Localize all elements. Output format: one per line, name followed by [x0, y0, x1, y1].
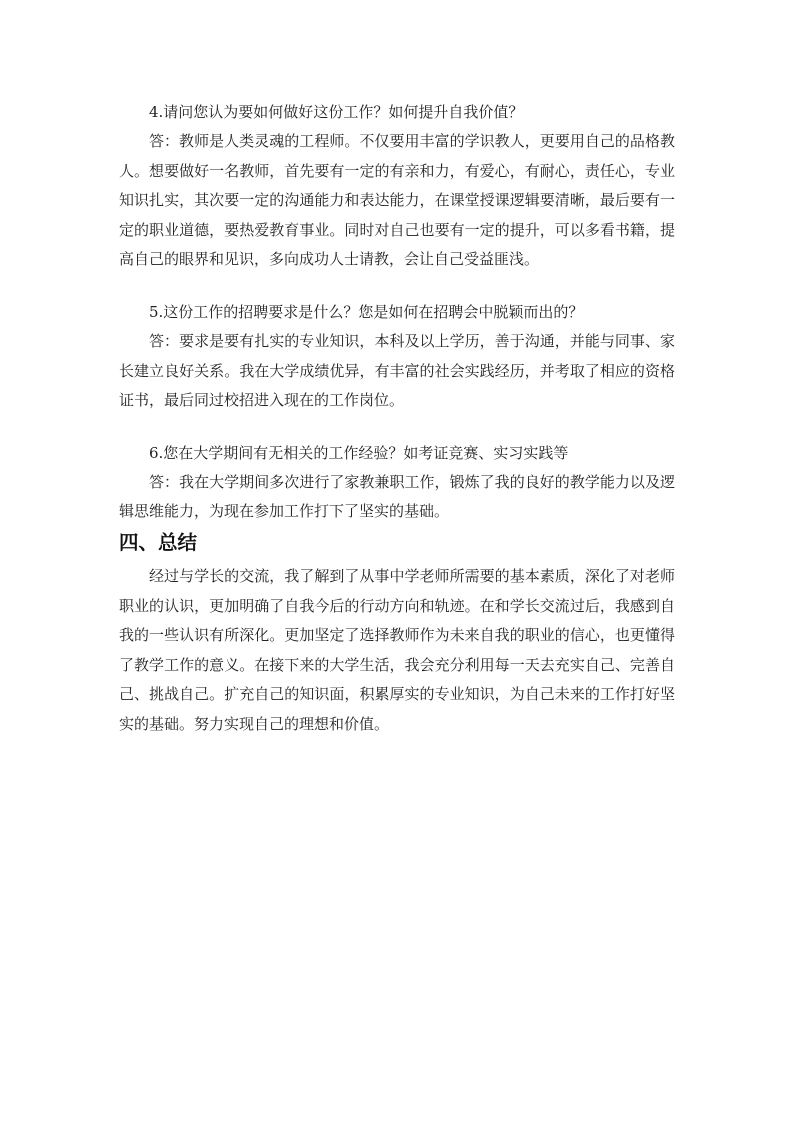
qa-item-4: [119, 98, 675, 275]
question-text: 6.您在大学期间有无相关的工作经验？如考证竞赛、实习实践等: [149, 443, 569, 462]
document-body: [119, 98, 675, 740]
question-text: 5.这份工作的招聘要求是什么？您是如何在招聘会中脱颖而出的？: [149, 302, 584, 321]
answer-text: 答：教师是人类灵魂的工程师。不仅要用丰富的学识教人，更要用自己的品格教人。想要做好一名教师，首先要有一定的有亲和力，有爱心，有耐心，责任心，专业知识扎实，其次要一定的沟通能力和表达能力，在课堂授课逻辑要清晰，最后要有一定的职业道德，要热爱教育事业。同时对自己也要有一定的提升，可以多看书籍，提高自己的眼界和见识，多向成功人士请教，会让自己受益匪浅。: [119, 132, 675, 269]
qa-item-6: [119, 439, 675, 527]
answer-text: 答：我在大学期间多次进行了家教兼职工作，锻炼了我的良好的教学能力以及逻辑思维能力，为现在参加工作打下了坚实的基础。: [119, 472, 675, 521]
qa-item-5: [119, 298, 675, 416]
paragraph-spacer: [119, 275, 675, 298]
paragraph-spacer: [119, 416, 675, 439]
summary-heading: 四、总结: [119, 530, 198, 554]
summary-paragraph: 经过与学长的交流，我了解到了从事中学老师所需要的基本素质，深化了对老师职业的认识，更加明确了自我今后的行动方向和轨迹。在和学长交流过后，我感到自我的一些认识有所深化。更加坚定了选择教师作为未来自我的职业的信心，也更懂得了教学工作的意义。在接下来的大学生活，我会充分利用每一天去充实自己、完善自己、挑战自己。扩充自己的知识面，积累厚实的专业知识，为自己未来的工作打好坚实的基础。努力实现自己的理想和价值。: [119, 566, 675, 733]
answer-text: 答：要求是要有扎实的专业知识，本科及以上学历，善于沟通，并能与同事、家长建立良好关系。我在大学成绩优异，有丰富的社会实践经历，并考取了相应的资格证书，最后同过校招进入现在的工作岗位。: [119, 331, 675, 410]
question-text: 4.请问您认为要如何做好这份工作？如何提升自我价值？: [149, 103, 524, 121]
